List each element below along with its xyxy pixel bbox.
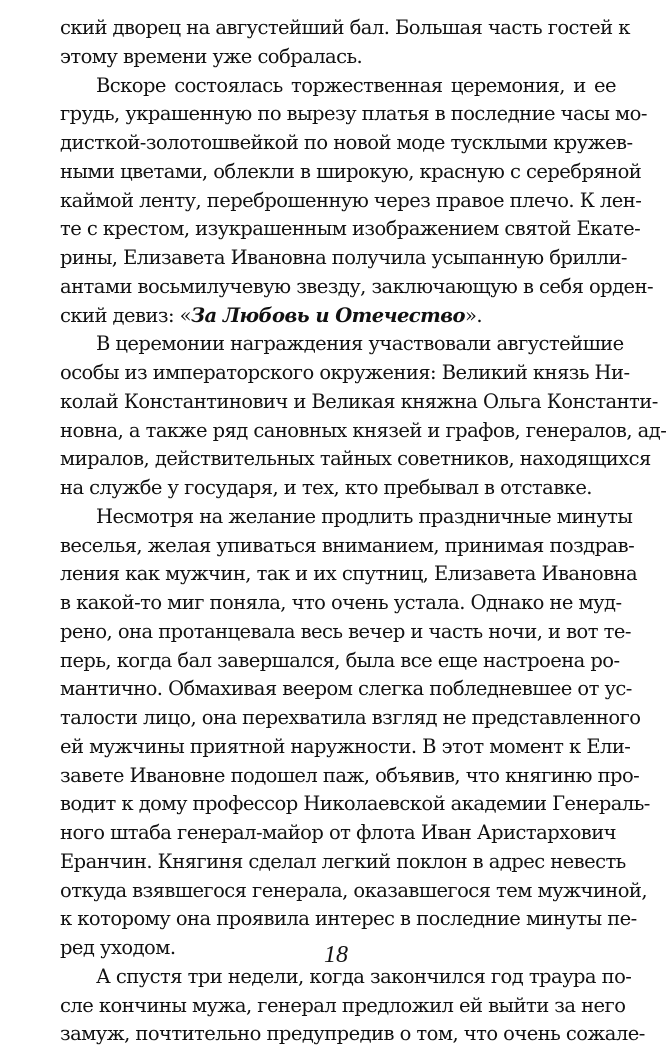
text-line: на службе у государя, и тех, кто пребывал в отставке. xyxy=(60,476,592,499)
text-line: Несмотря на желание продлить праздничные минуты xyxy=(96,504,633,528)
text-line: мантично. Обмахивая веером слегка побледневшее от ус- xyxy=(60,677,632,701)
text-line: ления как мужчин, так и их спутниц, Елизавета Ивановна xyxy=(60,562,638,586)
paragraph xyxy=(60,503,650,963)
text-line: А спустя три недели, когда закончился год траура по- xyxy=(96,964,632,988)
paragraph xyxy=(60,72,654,331)
page-number: 18 xyxy=(324,942,348,968)
text-line: миралов, действительных тайных советников, находящихся xyxy=(60,447,651,471)
text-line: колай Константинович и Великая княжна Ольга Константи- xyxy=(60,389,658,413)
text-line: веселья, желая упиваться вниманием, принимая поздрав- xyxy=(60,533,635,557)
text-line: антами восьмилучевую звезду, заключающую в себя орден- xyxy=(60,274,654,298)
text-line: новна, а также ряд сановных князей и графов, генералов, ад- xyxy=(60,418,667,442)
text-line: водит к дому профессор Николаевской академии Генераль- xyxy=(60,792,650,816)
text-line: ными цветами, облекли в широкую, красную с серебряной xyxy=(60,159,642,183)
text-line: сле кончины мужа, генерал предложил ей выйти за него xyxy=(60,993,626,1017)
paragraph xyxy=(60,330,667,503)
text-line: дисткой-золотошвейкой по новой моде тусклыми кружев- xyxy=(60,131,633,154)
text-line: в какой-то миг поняла, что очень устала. Однако не муд- xyxy=(60,591,622,614)
text-line: Еранчин. Княгиня сделал легкий поклон в адрес невесть xyxy=(60,849,626,873)
text-line: перь, когда бал завершался, была все еще настроена ро- xyxy=(60,648,620,672)
text-line: В церемонии награждения участвовали августейшие xyxy=(96,332,624,356)
text-line: ред уходом. xyxy=(60,936,176,959)
page-body xyxy=(60,14,667,1049)
text-fragment: ский девиз: « xyxy=(60,303,192,327)
text-line: откуда взявшегося генерала, оказавшегося тем мужчиной, xyxy=(60,878,648,902)
text-line: завете Ивановне подошел паж, объявив, что княгиню про- xyxy=(60,763,640,787)
text-line: те с крестом, изукрашенным изображением святой Екате- xyxy=(60,217,641,241)
text-line: к которому она проявила интерес в последние минуты пе- xyxy=(60,907,637,931)
paragraph xyxy=(60,963,645,1049)
paragraph xyxy=(60,14,630,72)
order-motto: За Любовь и Отечество xyxy=(191,303,465,327)
text-fragment: ». xyxy=(464,303,482,327)
text-line: замуж, почтительно предупредив о том, что очень сожале- xyxy=(60,1022,645,1046)
text-line: талости лицо, она перехватила взгляд не представленного xyxy=(60,706,641,729)
text-line: каймой ленту, переброшенную через правое плечо. К лен- xyxy=(60,188,642,212)
text-line: ей мужчины приятной наружности. В этот момент к Ели- xyxy=(60,734,631,758)
text-line: особы из императорского окружения: Великий князь Ни- xyxy=(60,361,630,384)
text-line: рины, Елизавета Ивановна получила усыпанную брилли- xyxy=(60,246,627,269)
text-line: этому времени уже собралась. xyxy=(60,44,363,68)
text-line: Вскоре состоялась торжественная церемония, и ее xyxy=(96,73,616,97)
text-line: ский дворец на августейший бал. Большая часть гостей к xyxy=(60,16,630,39)
text-line: рено, она протанцевала весь вечер и часть ночи, и вот те- xyxy=(60,619,631,643)
text-line: грудь, украшенную по вырезу платья в последние часы мо- xyxy=(60,102,647,126)
text-line: ного штаба генерал-майор от флота Иван Аристархович xyxy=(60,821,616,844)
text-line-with-motto xyxy=(60,302,616,331)
